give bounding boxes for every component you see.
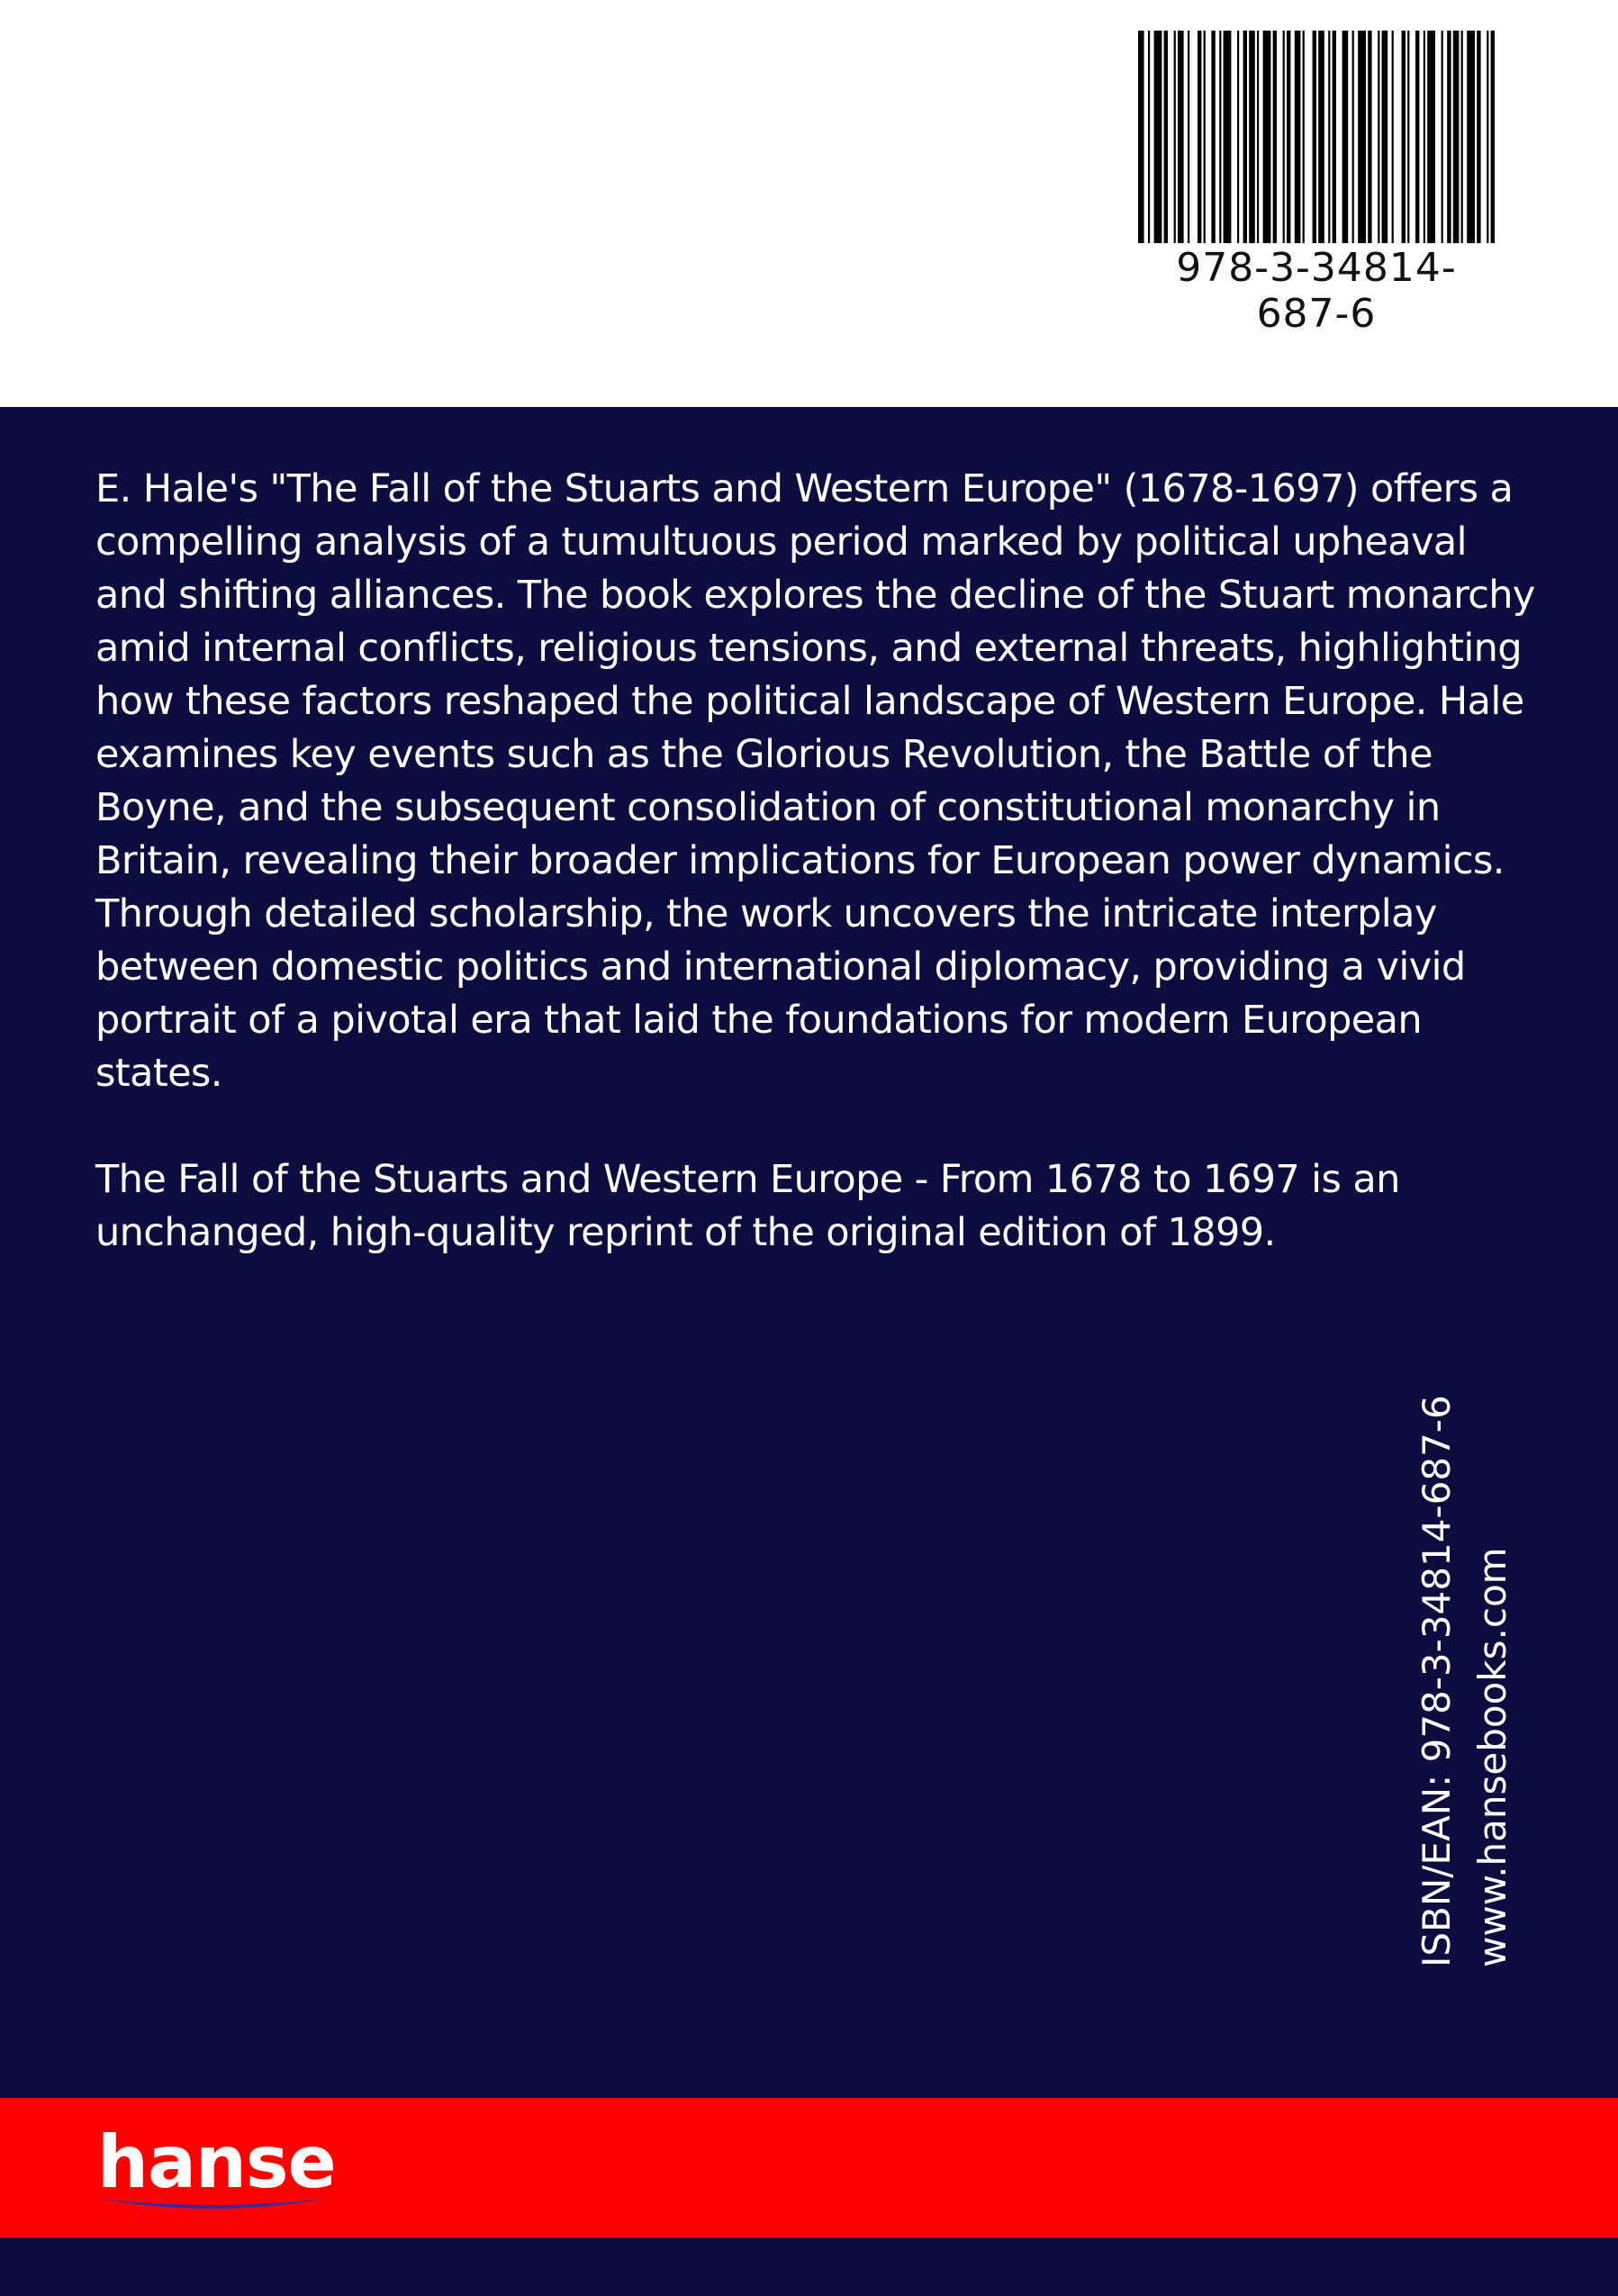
publisher-logo: hanse (97, 2120, 336, 2204)
barcode-number: 978-3-34814-687-6 (1176, 245, 1457, 337)
publisher-band (0, 2098, 1618, 2237)
isbn-text: ISBN/EAN: 978-3-34814-687-6 (1415, 1395, 1459, 1967)
reprint-note: The Fall of the Stuarts and Western Europe - From 1678 to 1697 is an unchanged, high-quality reprint of the original edition of 1899. (95, 1157, 1400, 1255)
logo-swoosh-icon (95, 2192, 330, 2219)
barcode (1136, 31, 1496, 337)
spine-info (1409, 1395, 1535, 1967)
book-description (95, 463, 1536, 1260)
description-paragraph: E. Hale's "The Fall of the Stuarts and Western Europe" (1678-1697) offers a compelling analysis of a tumultuous period marked by political upheaval and shifting alliances. The book explores the decline of the Stuart monarchy amid internal conflicts, religious tensions, and external threats, highlighting how these factors reshaped the political landscape of Western Europe. Hale examines key events such as the Glorious Revolution, the Battle of the Boyne, and the subsequent consolidation of constitutional monarchy in Britain, revealing their broader implications for European power dynamics. Through detailed scholarship, the work uncovers the intricate interplay between domestic politics and international diplomacy, providing a vivid portrait of a pivotal era that laid the foundations for modern European states. (95, 466, 1535, 1096)
website-text: www.hansebooks.com (1470, 1547, 1514, 1967)
barcode-bars (1136, 31, 1496, 247)
barcode-area (0, 0, 1618, 407)
